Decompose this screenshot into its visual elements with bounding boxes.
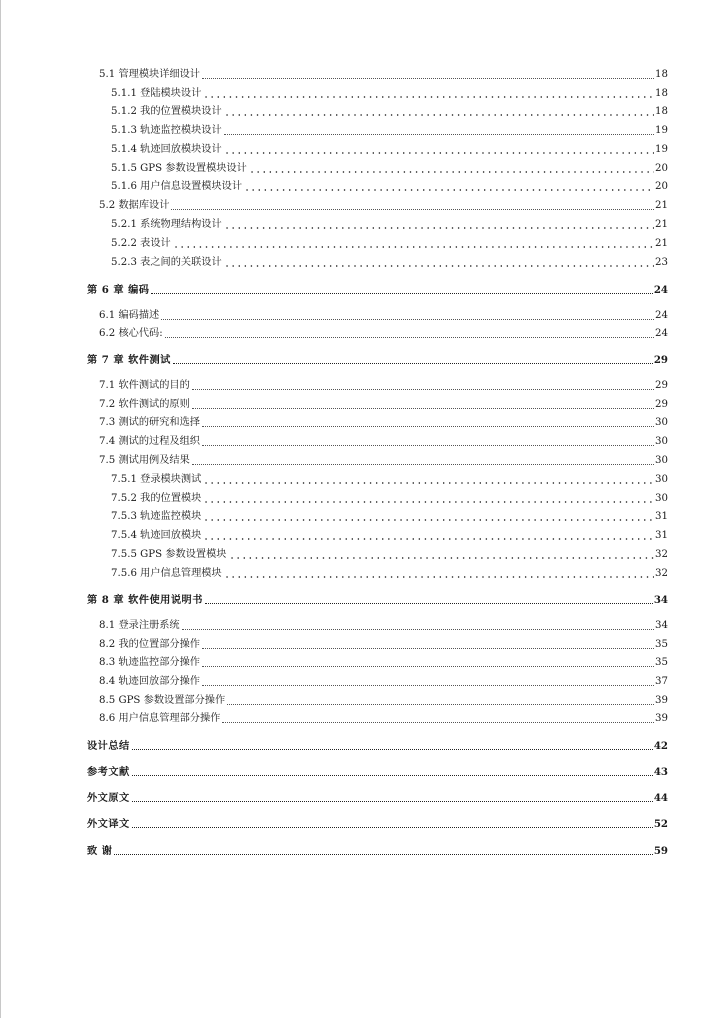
toc-entry[interactable] [111,548,668,562]
toc-entry-label: 5.1.3 轨迹监控模块设计 [111,125,222,136]
toc-entry-label: 7.1 软件测试的目的 [99,380,190,391]
toc-entry-label: 5.1.5 GPS 参数设置模块设计 [111,163,247,174]
toc-entry-label: 7.5.3 轨迹监控模块 [111,511,202,522]
dot-leader [224,576,654,578]
dot-leader [224,152,654,154]
toc-entry-label: 7.5 测试用例及结果 [99,455,190,466]
dot-leader [203,96,654,98]
toc-entry-label: 5.1.1 登陆模块设计 [111,88,202,99]
toc-entry-label: 5.2.1 系统物理结构设计 [111,219,222,230]
dot-leader [202,684,654,686]
toc-page-number: 19 [655,144,668,155]
dot-leader [202,647,654,649]
dot-leader [203,538,654,540]
toc-chapter-entry[interactable] [87,283,668,297]
toc-page-number: 32 [655,568,668,579]
dot-leader [202,77,654,79]
toc-entry-label: 8.4 轨迹回放部分操作 [99,676,200,687]
toc-entry-label: 参考文献 [87,766,130,778]
toc-entry-label: 外文原文 [87,792,130,804]
toc-page-number: 29 [655,380,668,391]
toc-page-number: 21 [655,238,668,249]
toc-entry[interactable] [111,237,668,251]
toc-entry-label: 5.1.2 我的位置模块设计 [111,106,222,117]
toc-entry[interactable] [111,473,668,487]
toc-entry-label: 第 6 章 编码 [87,284,150,296]
toc-entry[interactable] [99,379,668,393]
dot-leader [192,463,654,465]
toc-page-number: 20 [655,163,668,174]
toc-entry[interactable] [99,435,668,449]
toc-entry[interactable] [111,87,668,101]
toc-entry[interactable] [99,656,668,670]
dot-leader [229,557,655,559]
toc-page-number: 29 [653,354,668,366]
dot-leader [114,853,652,855]
toc-page-number: 24 [655,328,668,339]
toc-entry-label: 8.1 登录注册系统 [99,620,180,631]
toc-page-number: 31 [655,530,668,541]
toc-entry[interactable] [99,199,668,213]
toc-entry[interactable] [99,309,668,323]
toc-entry-label: 7.2 软件测试的原则 [99,399,190,410]
dot-leader [203,501,654,503]
toc-entry[interactable] [111,567,668,581]
toc-entry-label: 5.2 数据库设计 [99,200,170,211]
toc-entry-label: 5.2.3 表之间的关联设计 [111,257,222,268]
toc-entry[interactable] [111,256,668,270]
dot-leader [132,748,653,750]
toc-chapter-entry[interactable] [87,593,668,607]
toc-entry-label: 7.5.1 登录模块测试 [111,474,202,485]
toc-page-number: 30 [655,493,668,504]
toc-page-number: 39 [655,713,668,724]
toc-entry[interactable] [111,218,668,232]
toc-entry-label: 6.2 核心代码: [99,328,163,339]
toc-entry[interactable] [99,619,668,633]
toc-page-number: 34 [653,594,668,606]
toc-entry-label: 5.1.6 用户信息设置模块设计 [111,181,243,192]
toc-page-number: 20 [655,181,668,192]
toc-chapter-entry[interactable] [87,844,668,858]
toc-entry-label: 8.2 我的位置部分操作 [99,639,200,650]
toc-chapter-entry[interactable] [87,353,668,367]
dot-leader [224,265,654,267]
dot-leader [173,362,653,364]
toc-entry-label: 5.2.2 表设计 [111,238,171,249]
dot-leader [192,407,654,409]
toc-entry-label: 7.5.6 用户信息管理模块 [111,568,222,579]
toc-page-number: 24 [653,284,668,296]
toc-entry[interactable] [111,492,668,506]
toc-entry-label: 7.4 测试的过程及组织 [99,436,200,447]
toc-entry-label: 8.6 用户信息管理部分操作 [99,713,221,724]
dot-leader [132,826,653,828]
toc-entry-label: 第 7 章 软件测试 [87,354,171,366]
toc-page-number: 39 [655,695,668,706]
toc-page-number: 42 [653,740,668,752]
toc-entry-label: 7.5.4 轨迹回放模块 [111,530,202,541]
toc-entry[interactable] [111,529,668,543]
toc-page-number: 18 [655,88,668,99]
dot-leader [205,602,653,604]
toc-page-number: 34 [655,620,668,631]
dot-leader [224,133,654,135]
toc-page-number: 23 [655,257,668,268]
toc-entry-label: 8.5 GPS 参数设置部分操作 [99,695,226,706]
toc-entry-label: 5.1 管理模块详细设计 [99,69,200,80]
toc-page-number: 21 [655,200,668,211]
toc-page-number: 59 [653,845,668,857]
toc-entry[interactable] [99,712,668,726]
toc-chapter-entry[interactable] [87,817,668,831]
toc-entry[interactable] [99,398,668,412]
toc-entry[interactable] [111,180,668,194]
toc-page-number: 31 [655,511,668,522]
toc-entry-label: 5.1.4 轨迹回放模块设计 [111,144,222,155]
toc-entry-label: 外文译文 [87,818,130,830]
dot-leader [202,444,654,446]
toc-entry[interactable] [111,162,668,176]
dot-leader [244,189,654,191]
toc-page-number: 44 [653,792,668,804]
toc-page-number: 37 [655,676,668,687]
toc-chapter-entry[interactable] [87,791,668,805]
toc-entry-label: 第 8 章 软件使用说明书 [87,594,203,606]
toc-entry[interactable] [111,143,668,157]
toc-page-number: 52 [653,818,668,830]
toc-entry-label: 7.5.2 我的位置模块 [111,493,202,504]
dot-leader [227,703,654,705]
dot-leader [224,114,654,116]
toc-page-number: 21 [655,219,668,230]
toc-chapter-entry[interactable] [87,739,668,753]
toc-page-number: 30 [655,417,668,428]
toc-page-number: 18 [655,106,668,117]
toc-entry[interactable] [99,416,668,430]
toc-entry-label: 7.5.5 GPS 参数设置模块 [111,549,227,560]
toc-entry[interactable] [99,454,668,468]
dot-leader [192,388,654,390]
toc-entry[interactable] [99,327,668,341]
toc-page-number: 35 [655,657,668,668]
toc-page-number: 43 [653,766,668,778]
dot-leader [151,292,652,294]
dot-leader [165,336,654,338]
toc-page-number: 19 [655,125,668,136]
dot-leader [202,665,654,667]
toc-entry-label: 7.3 测试的研究和选择 [99,417,200,428]
dot-leader [132,774,653,776]
toc-entry[interactable] [99,68,668,82]
toc-page-number: 29 [655,399,668,410]
toc-page-number: 30 [655,436,668,447]
dot-leader [224,227,654,229]
dot-leader [202,425,654,427]
toc-entry[interactable] [99,638,668,652]
dot-leader [161,318,654,320]
toc-entry[interactable] [111,510,668,524]
toc-entry-label: 致 谢 [87,845,113,857]
toc-entry-label: 8.3 轨迹监控部分操作 [99,657,200,668]
dot-leader [171,208,654,210]
dot-leader [203,519,654,521]
toc-page-number: 32 [655,549,668,560]
dot-leader [222,721,654,723]
toc-page-number: 24 [655,310,668,321]
toc-page-number: 35 [655,639,668,650]
toc-entry[interactable] [111,124,668,138]
toc-page-number: 30 [655,455,668,466]
toc-entry-label: 6.1 编码描述 [99,310,160,321]
toc-entry[interactable] [99,694,668,708]
toc-page-number: 30 [655,474,668,485]
dot-leader [182,628,654,630]
toc-entry[interactable] [99,675,668,689]
toc-entry-label: 设计总结 [87,740,130,752]
dot-leader [132,800,653,802]
toc-entry[interactable] [111,105,668,119]
dot-leader [203,482,654,484]
toc-chapter-entry[interactable] [87,765,668,779]
toc-page-number: 18 [655,69,668,80]
dot-leader [173,246,654,248]
dot-leader [249,171,654,173]
